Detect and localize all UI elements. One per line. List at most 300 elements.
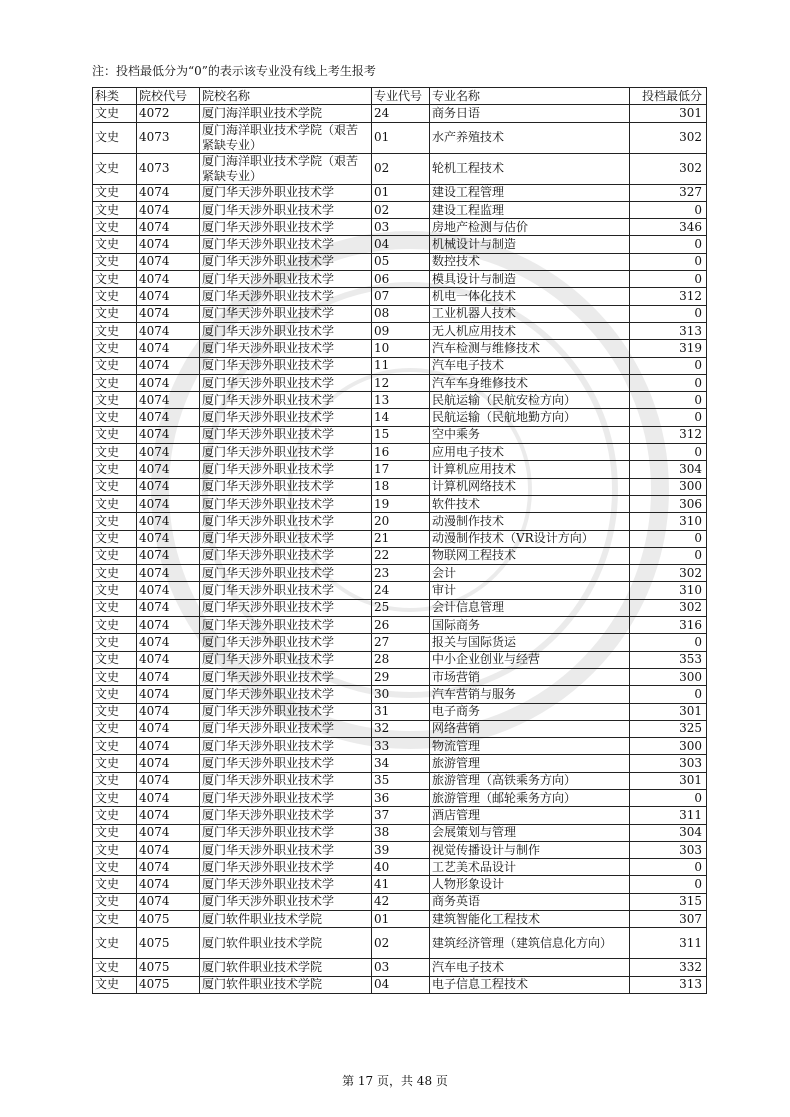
- cell-category: 文史: [93, 322, 137, 339]
- cell-major-name: 汽车营销与服务: [430, 686, 630, 703]
- cell-min-score: 311: [630, 807, 707, 824]
- cell-major-name: 视觉传播设计与制作: [430, 841, 630, 858]
- cell-major-name: 民航运输（民航地勤方向）: [430, 409, 630, 426]
- cell-major-name: 会计信息管理: [430, 599, 630, 616]
- cell-category: 文史: [93, 876, 137, 893]
- cell-school-code: 4074: [137, 703, 200, 720]
- cell-min-score: 327: [630, 184, 707, 201]
- cell-category: 文史: [93, 807, 137, 824]
- cell-category: 文史: [93, 153, 137, 184]
- cell-major-code: 02: [372, 201, 430, 218]
- cell-min-score: 306: [630, 495, 707, 512]
- cell-major-name: 网络营销: [430, 720, 630, 737]
- cell-school-name: 厦门华天涉外职业技术学: [200, 720, 372, 737]
- cell-school-name: 厦门华天涉外职业技术学: [200, 893, 372, 910]
- cell-min-score: 325: [630, 720, 707, 737]
- cell-school-name: 厦门华天涉外职业技术学: [200, 340, 372, 357]
- cell-major-code: 30: [372, 686, 430, 703]
- cell-category: 文史: [93, 841, 137, 858]
- cell-school-code: 4074: [137, 357, 200, 374]
- cell-school-code: 4074: [137, 720, 200, 737]
- cell-category: 文史: [93, 599, 137, 616]
- cell-major-name: 会计: [430, 565, 630, 582]
- cell-school-name: 厦门华天涉外职业技术学: [200, 513, 372, 530]
- cell-major-name: 物联网工程技术: [430, 547, 630, 564]
- table-row: [93, 599, 707, 616]
- table-row: [93, 357, 707, 374]
- table-row: [93, 253, 707, 270]
- cell-major-name: 机电一体化技术: [430, 288, 630, 305]
- cell-min-score: 346: [630, 219, 707, 236]
- cell-category: 文史: [93, 236, 137, 253]
- cell-major-code: 27: [372, 634, 430, 651]
- cell-major-code: 15: [372, 426, 430, 443]
- cell-major-name: 旅游管理（邮轮乘务方向）: [430, 789, 630, 806]
- cell-major-code: 09: [372, 322, 430, 339]
- table-row: [93, 547, 707, 564]
- cell-min-score: 315: [630, 893, 707, 910]
- cell-min-score: 312: [630, 288, 707, 305]
- cell-school-name: 厦门华天涉外职业技术学: [200, 755, 372, 772]
- cell-school-name: 厦门华天涉外职业技术学: [200, 876, 372, 893]
- cell-school-code: 4074: [137, 392, 200, 409]
- cell-school-code: 4074: [137, 599, 200, 616]
- table-row: [93, 928, 707, 959]
- cell-min-score: 302: [630, 122, 707, 153]
- cell-school-name: 厦门华天涉外职业技术学: [200, 409, 372, 426]
- cell-min-score: 312: [630, 426, 707, 443]
- cell-school-name: 厦门华天涉外职业技术学: [200, 859, 372, 876]
- table-row: [93, 738, 707, 755]
- cell-major-code: 23: [372, 565, 430, 582]
- cell-major-code: 20: [372, 513, 430, 530]
- cell-school-code: 4074: [137, 340, 200, 357]
- cell-major-code: 21: [372, 530, 430, 547]
- cell-category: 文史: [93, 184, 137, 201]
- cell-category: 文史: [93, 495, 137, 512]
- cell-category: 文史: [93, 911, 137, 928]
- cell-major-code: 01: [372, 911, 430, 928]
- cell-min-score: 0: [630, 236, 707, 253]
- cell-major-name: 民航运输（民航安检方向）: [430, 392, 630, 409]
- cell-major-code: 17: [372, 461, 430, 478]
- cell-major-name: 汽车电子技术: [430, 959, 630, 976]
- cell-min-score: 0: [630, 789, 707, 806]
- cell-school-code: 4074: [137, 807, 200, 824]
- table-row: [93, 495, 707, 512]
- header-school-code: 院校代号: [137, 88, 200, 105]
- cell-major-name: 动漫制作技术: [430, 513, 630, 530]
- cell-school-code: 4074: [137, 617, 200, 634]
- cell-school-code: 4074: [137, 461, 200, 478]
- cell-school-code: 4074: [137, 668, 200, 685]
- table-row: [93, 461, 707, 478]
- table-row: [93, 271, 707, 288]
- cell-school-code: 4074: [137, 495, 200, 512]
- cell-major-code: 16: [372, 444, 430, 461]
- table-row: [93, 374, 707, 391]
- cell-school-code: 4074: [137, 426, 200, 443]
- cell-school-code: 4074: [137, 374, 200, 391]
- cell-min-score: 0: [630, 409, 707, 426]
- cell-school-code: 4074: [137, 876, 200, 893]
- cell-school-code: 4074: [137, 409, 200, 426]
- admission-score-table: [92, 87, 707, 994]
- table-row: [93, 911, 707, 928]
- cell-category: 文史: [93, 582, 137, 599]
- cell-school-code: 4073: [137, 153, 200, 184]
- cell-school-name: 厦门华天涉外职业技术学: [200, 617, 372, 634]
- cell-category: 文史: [93, 105, 137, 122]
- cell-min-score: 301: [630, 105, 707, 122]
- cell-category: 文史: [93, 634, 137, 651]
- table-row: [93, 322, 707, 339]
- header-major-name: 专业名称: [430, 88, 630, 105]
- cell-major-name: 汽车车身维修技术: [430, 374, 630, 391]
- cell-school-code: 4073: [137, 122, 200, 153]
- cell-major-code: 36: [372, 789, 430, 806]
- cell-major-name: 机械设计与制造: [430, 236, 630, 253]
- cell-major-name: 中小企业创业与经营: [430, 651, 630, 668]
- cell-min-score: 303: [630, 755, 707, 772]
- cell-major-code: 14: [372, 409, 430, 426]
- table-row: [93, 582, 707, 599]
- cell-school-code: 4074: [137, 634, 200, 651]
- cell-category: 文史: [93, 859, 137, 876]
- cell-major-name: 建设工程管理: [430, 184, 630, 201]
- cell-major-name: 建筑智能化工程技术: [430, 911, 630, 928]
- cell-major-code: 05: [372, 253, 430, 270]
- table-row: [93, 807, 707, 824]
- cell-major-code: 01: [372, 184, 430, 201]
- cell-min-score: 316: [630, 617, 707, 634]
- cell-min-score: 332: [630, 959, 707, 976]
- cell-min-score: 0: [630, 357, 707, 374]
- cell-min-score: 302: [630, 599, 707, 616]
- cell-school-name: 厦门华天涉外职业技术学: [200, 565, 372, 582]
- table-row: [93, 876, 707, 893]
- cell-min-score: 300: [630, 478, 707, 495]
- cell-school-name: 厦门华天涉外职业技术学: [200, 599, 372, 616]
- cell-min-score: 302: [630, 153, 707, 184]
- cell-school-name: 厦门软件职业技术学院: [200, 911, 372, 928]
- table-row: [93, 409, 707, 426]
- cell-category: 文史: [93, 565, 137, 582]
- cell-major-code: 11: [372, 357, 430, 374]
- table-row: [93, 755, 707, 772]
- cell-major-name: 模具设计与制造: [430, 271, 630, 288]
- table-row: [93, 236, 707, 253]
- cell-school-name: 厦门华天涉外职业技术学: [200, 201, 372, 218]
- cell-major-name: 动漫制作技术（VR设计方向）: [430, 530, 630, 547]
- cell-school-code: 4074: [137, 444, 200, 461]
- cell-min-score: 310: [630, 513, 707, 530]
- cell-school-code: 4075: [137, 928, 200, 959]
- cell-category: 文史: [93, 357, 137, 374]
- cell-school-name: 厦门华天涉外职业技术学: [200, 219, 372, 236]
- cell-min-score: 301: [630, 772, 707, 789]
- cell-category: 文史: [93, 201, 137, 218]
- table-row: [93, 426, 707, 443]
- cell-category: 文史: [93, 617, 137, 634]
- cell-major-name: 市场营销: [430, 668, 630, 685]
- cell-major-name: 电子信息工程技术: [430, 976, 630, 993]
- cell-category: 文史: [93, 738, 137, 755]
- cell-major-name: 水产养殖技术: [430, 122, 630, 153]
- cell-min-score: 0: [630, 271, 707, 288]
- cell-school-code: 4074: [137, 686, 200, 703]
- cell-category: 文史: [93, 720, 137, 737]
- cell-major-code: 02: [372, 928, 430, 959]
- cell-major-code: 03: [372, 219, 430, 236]
- table-row: [93, 617, 707, 634]
- cell-school-name: 厦门华天涉外职业技术学: [200, 374, 372, 391]
- cell-min-score: 0: [630, 530, 707, 547]
- cell-major-code: 26: [372, 617, 430, 634]
- cell-major-code: 24: [372, 582, 430, 599]
- cell-school-name: 厦门华天涉外职业技术学: [200, 634, 372, 651]
- cell-school-code: 4075: [137, 911, 200, 928]
- cell-category: 文史: [93, 288, 137, 305]
- cell-school-name: 厦门华天涉外职业技术学: [200, 357, 372, 374]
- table-row: [93, 530, 707, 547]
- cell-major-name: 商务日语: [430, 105, 630, 122]
- cell-major-code: 19: [372, 495, 430, 512]
- cell-category: 文史: [93, 461, 137, 478]
- table-row: [93, 824, 707, 841]
- cell-school-name: 厦门华天涉外职业技术学: [200, 807, 372, 824]
- cell-category: 文史: [93, 893, 137, 910]
- cell-school-name: 厦门华天涉外职业技术学: [200, 271, 372, 288]
- table-row: [93, 219, 707, 236]
- cell-major-name: 旅游管理（高铁乘务方向）: [430, 772, 630, 789]
- table-row: [93, 959, 707, 976]
- cell-school-code: 4074: [137, 841, 200, 858]
- table-row: [93, 789, 707, 806]
- table-row: [93, 686, 707, 703]
- table-row: [93, 651, 707, 668]
- cell-school-code: 4074: [137, 219, 200, 236]
- cell-min-score: 0: [630, 876, 707, 893]
- cell-category: 文史: [93, 513, 137, 530]
- cell-category: 文史: [93, 271, 137, 288]
- cell-min-score: 0: [630, 201, 707, 218]
- cell-school-name: 厦门华天涉外职业技术学: [200, 478, 372, 495]
- table-row: [93, 305, 707, 322]
- cell-category: 文史: [93, 409, 137, 426]
- cell-min-score: 304: [630, 824, 707, 841]
- cell-category: 文史: [93, 478, 137, 495]
- cell-school-code: 4074: [137, 513, 200, 530]
- cell-school-name: 厦门软件职业技术学院: [200, 928, 372, 959]
- cell-category: 文史: [93, 824, 137, 841]
- cell-min-score: 300: [630, 668, 707, 685]
- cell-category: 文史: [93, 686, 137, 703]
- cell-school-name: 厦门海洋职业技术学院（艰苦紧缺专业）: [200, 153, 372, 184]
- cell-major-name: 建筑经济管理（建筑信息化方向）: [430, 928, 630, 959]
- header-min-score: 投档最低分: [630, 88, 707, 105]
- cell-category: 文史: [93, 444, 137, 461]
- cell-min-score: 0: [630, 859, 707, 876]
- cell-school-name: 厦门华天涉外职业技术学: [200, 841, 372, 858]
- cell-major-code: 42: [372, 893, 430, 910]
- table-row: [93, 976, 707, 993]
- cell-major-name: 报关与国际货运: [430, 634, 630, 651]
- cell-school-code: 4075: [137, 959, 200, 976]
- cell-min-score: 0: [630, 305, 707, 322]
- table-row: [93, 513, 707, 530]
- table-row: [93, 444, 707, 461]
- cell-school-name: 厦门华天涉外职业技术学: [200, 236, 372, 253]
- cell-school-code: 4074: [137, 859, 200, 876]
- cell-school-code: 4074: [137, 893, 200, 910]
- cell-major-name: 会展策划与管理: [430, 824, 630, 841]
- cell-school-name: 厦门华天涉外职业技术学: [200, 824, 372, 841]
- cell-major-name: 国际商务: [430, 617, 630, 634]
- cell-major-code: 04: [372, 236, 430, 253]
- cell-category: 文史: [93, 772, 137, 789]
- cell-major-name: 软件技术: [430, 495, 630, 512]
- cell-major-name: 物流管理: [430, 738, 630, 755]
- cell-major-code: 03: [372, 959, 430, 976]
- cell-category: 文史: [93, 651, 137, 668]
- table-row: [93, 841, 707, 858]
- cell-major-name: 酒店管理: [430, 807, 630, 824]
- cell-school-name: 厦门华天涉外职业技术学: [200, 392, 372, 409]
- cell-major-code: 08: [372, 305, 430, 322]
- cell-min-score: 311: [630, 928, 707, 959]
- cell-major-name: 工艺美术品设计: [430, 859, 630, 876]
- cell-category: 文史: [93, 530, 137, 547]
- cell-school-code: 4074: [137, 582, 200, 599]
- cell-major-name: 无人机应用技术: [430, 322, 630, 339]
- cell-major-code: 32: [372, 720, 430, 737]
- cell-school-name: 厦门华天涉外职业技术学: [200, 772, 372, 789]
- cell-school-code: 4074: [137, 271, 200, 288]
- cell-school-name: 厦门华天涉外职业技术学: [200, 253, 372, 270]
- cell-major-code: 12: [372, 374, 430, 391]
- cell-min-score: 307: [630, 911, 707, 928]
- cell-major-code: 01: [372, 122, 430, 153]
- cell-min-score: 0: [630, 634, 707, 651]
- table-header-row: [93, 88, 707, 105]
- cell-major-code: 40: [372, 859, 430, 876]
- cell-min-score: 310: [630, 582, 707, 599]
- cell-major-code: 10: [372, 340, 430, 357]
- cell-major-name: 轮机工程技术: [430, 153, 630, 184]
- cell-major-name: 应用电子技术: [430, 444, 630, 461]
- table-row: [93, 668, 707, 685]
- cell-major-code: 41: [372, 876, 430, 893]
- cell-min-score: 300: [630, 738, 707, 755]
- cell-major-code: 37: [372, 807, 430, 824]
- cell-school-code: 4074: [137, 565, 200, 582]
- table-row: [93, 122, 707, 153]
- cell-major-code: 35: [372, 772, 430, 789]
- cell-school-name: 厦门华天涉外职业技术学: [200, 789, 372, 806]
- cell-school-name: 厦门华天涉外职业技术学: [200, 686, 372, 703]
- cell-major-code: 25: [372, 599, 430, 616]
- table-row: [93, 184, 707, 201]
- cell-major-name: 房地产检测与估价: [430, 219, 630, 236]
- cell-category: 文史: [93, 703, 137, 720]
- cell-major-name: 电子商务: [430, 703, 630, 720]
- cell-category: 文史: [93, 426, 137, 443]
- cell-school-code: 4072: [137, 105, 200, 122]
- cell-min-score: 0: [630, 547, 707, 564]
- cell-major-code: 02: [372, 153, 430, 184]
- cell-school-name: 厦门华天涉外职业技术学: [200, 582, 372, 599]
- table-row: [93, 340, 707, 357]
- cell-min-score: 313: [630, 976, 707, 993]
- cell-school-name: 厦门华天涉外职业技术学: [200, 461, 372, 478]
- cell-category: 文史: [93, 668, 137, 685]
- cell-major-name: 计算机应用技术: [430, 461, 630, 478]
- cell-school-name: 厦门华天涉外职业技术学: [200, 547, 372, 564]
- cell-major-name: 审计: [430, 582, 630, 599]
- cell-major-name: 人物形象设计: [430, 876, 630, 893]
- cell-school-name: 厦门华天涉外职业技术学: [200, 668, 372, 685]
- cell-category: 文史: [93, 547, 137, 564]
- table-row: [93, 703, 707, 720]
- table-row: [93, 720, 707, 737]
- cell-major-code: 13: [372, 392, 430, 409]
- table-row: [93, 288, 707, 305]
- cell-school-name: 厦门华天涉外职业技术学: [200, 322, 372, 339]
- cell-school-code: 4074: [137, 236, 200, 253]
- cell-school-code: 4074: [137, 478, 200, 495]
- cell-min-score: 0: [630, 374, 707, 391]
- cell-min-score: 302: [630, 565, 707, 582]
- cell-major-code: 07: [372, 288, 430, 305]
- cell-school-name: 厦门海洋职业技术学院（艰苦紧缺专业）: [200, 122, 372, 153]
- header-category: 科类: [93, 88, 137, 105]
- cell-school-code: 4074: [137, 253, 200, 270]
- cell-major-name: 旅游管理: [430, 755, 630, 772]
- table-row: [93, 478, 707, 495]
- cell-major-code: 38: [372, 824, 430, 841]
- cell-major-name: 汽车电子技术: [430, 357, 630, 374]
- cell-major-code: 31: [372, 703, 430, 720]
- cell-min-score: 0: [630, 686, 707, 703]
- cell-major-code: 28: [372, 651, 430, 668]
- cell-major-name: 商务英语: [430, 893, 630, 910]
- table-row: [93, 153, 707, 184]
- cell-category: 文史: [93, 789, 137, 806]
- cell-min-score: 313: [630, 322, 707, 339]
- cell-school-name: 厦门华天涉外职业技术学: [200, 495, 372, 512]
- cell-min-score: 319: [630, 340, 707, 357]
- cell-major-code: 24: [372, 105, 430, 122]
- cell-major-code: 06: [372, 271, 430, 288]
- cell-school-code: 4074: [137, 772, 200, 789]
- cell-school-name: 厦门软件职业技术学院: [200, 976, 372, 993]
- table-row: [93, 565, 707, 582]
- cell-school-name: 厦门华天涉外职业技术学: [200, 305, 372, 322]
- cell-school-code: 4074: [137, 651, 200, 668]
- cell-major-code: 33: [372, 738, 430, 755]
- cell-school-code: 4074: [137, 201, 200, 218]
- cell-category: 文史: [93, 340, 137, 357]
- cell-major-code: 22: [372, 547, 430, 564]
- cell-school-name: 厦门华天涉外职业技术学: [200, 288, 372, 305]
- cell-school-name: 厦门华天涉外职业技术学: [200, 530, 372, 547]
- cell-major-name: 建设工程监理: [430, 201, 630, 218]
- cell-school-code: 4074: [137, 547, 200, 564]
- cell-school-code: 4074: [137, 288, 200, 305]
- cell-school-code: 4074: [137, 789, 200, 806]
- table-row: [93, 392, 707, 409]
